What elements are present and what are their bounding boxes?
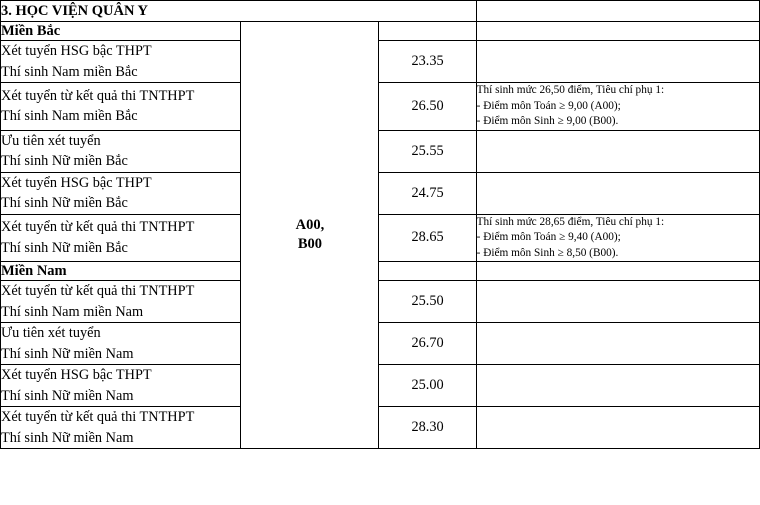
- method-line-1: Ưu tiên xét tuyển: [1, 132, 101, 149]
- note-cell: [476, 365, 759, 407]
- score-cell: 25.50: [379, 281, 476, 323]
- note-line-2: - Điểm môn Toán ≥ 9,40 (A00);: [476, 231, 621, 243]
- score-cell: 25.00: [379, 365, 476, 407]
- method-cell: [1, 214, 241, 262]
- note-cell: [476, 214, 759, 262]
- note-line-3: - Điểm môn Sinh ≥ 8,50 (B00).: [476, 246, 619, 259]
- method-line-1: Xét tuyển HSG bậc THPT: [1, 367, 152, 383]
- score-cell: 23.35: [379, 41, 476, 83]
- method-line-2: Thí sinh Nữ miền Bắc: [1, 239, 128, 256]
- table-body: [1, 1, 760, 449]
- table-row: [1, 281, 760, 323]
- method-line-2: Thí sinh Nam miền Bắc: [1, 63, 138, 80]
- score-cell: 26.70: [379, 323, 476, 365]
- score-cell: 28.65: [379, 214, 476, 262]
- score-cell: 25.55: [379, 130, 476, 172]
- table-row: [1, 172, 760, 214]
- method-line-2: Thí sinh Nữ miền Nam: [1, 387, 134, 404]
- method-line-2: Thí sinh Nữ miền Bắc: [1, 153, 128, 169]
- block-line-1: A00,: [295, 217, 325, 233]
- method-line-2: Thí sinh Nữ miền Nam: [1, 345, 134, 362]
- note-line-3: - Điểm môn Sinh ≥ 9,00 (B00).: [476, 115, 619, 127]
- method-cell: [1, 365, 241, 407]
- method-line-2: Thí sinh Nam miền Nam: [1, 303, 144, 320]
- method-cell: [1, 172, 241, 214]
- region-header-north: Miền Bắc: [1, 22, 241, 41]
- method-line-1: Ưu tiên xét tuyển: [1, 325, 101, 341]
- block-line-2: B00: [297, 236, 322, 252]
- method-line-1: Xét tuyển từ kết quả thi TNTHPT: [1, 409, 195, 425]
- note-cell: [476, 41, 759, 83]
- method-line-1: Xét tuyển từ kết quả thi TNTHPT: [1, 87, 195, 104]
- note-cell: [476, 130, 759, 172]
- method-cell: [1, 323, 241, 365]
- method-line-1: Xét tuyển từ kết quả thi TNTHPT: [1, 283, 195, 299]
- method-line-1: Xét tuyển HSG bậc THPT: [1, 174, 152, 191]
- table-row: [1, 407, 760, 449]
- method-line-1: Xét tuyển HSG bậc THPT: [1, 43, 152, 59]
- method-cell: [1, 41, 241, 83]
- method-cell: [1, 407, 241, 449]
- table-row: [1, 365, 760, 407]
- method-line-2: Thí sinh Nữ miền Bắc: [1, 195, 128, 211]
- method-cell: [1, 130, 241, 172]
- score-cell: 24.75: [379, 172, 476, 214]
- page-title: 3. HỌC VIỆN QUÂN Y: [1, 1, 477, 22]
- note-line-1: Thí sinh mức 26,50 điểm, Tiêu chí phụ 1:: [476, 84, 665, 96]
- score-cell: 28.30: [379, 407, 476, 449]
- note-cell: [476, 22, 759, 41]
- table-row: [1, 214, 760, 262]
- score-cell: [379, 262, 476, 281]
- note-cell: [476, 323, 759, 365]
- block-cell: [241, 22, 379, 449]
- table-row: [1, 323, 760, 365]
- note-cell: [476, 262, 759, 281]
- note-cell: [476, 407, 759, 449]
- method-line-2: Thí sinh Nam miền Bắc: [1, 108, 138, 125]
- note-cell: [476, 281, 759, 323]
- region-header-south: Miền Nam: [1, 262, 241, 281]
- note-line-2: - Điểm môn Toán ≥ 9,00 (A00);: [476, 99, 621, 112]
- note-line-1: Thí sinh mức 28,65 điểm, Tiêu chí phụ 1:: [476, 215, 665, 228]
- note-cell: [476, 172, 759, 214]
- method-cell: [1, 83, 241, 131]
- score-cell: [379, 22, 476, 41]
- note-cell: [476, 83, 759, 131]
- table-row-title: [1, 1, 760, 22]
- method-cell: [1, 281, 241, 323]
- score-cell: 26.50: [379, 83, 476, 131]
- method-line-1: Xét tuyển từ kết quả thi TNTHPT: [1, 219, 195, 236]
- table-row: [1, 262, 760, 281]
- table-row: [1, 22, 760, 41]
- table-row: [1, 130, 760, 172]
- title-note-cell: [476, 1, 759, 22]
- method-line-2: Thí sinh Nữ miền Nam: [1, 429, 134, 446]
- table-row: [1, 83, 760, 131]
- table-row: [1, 41, 760, 83]
